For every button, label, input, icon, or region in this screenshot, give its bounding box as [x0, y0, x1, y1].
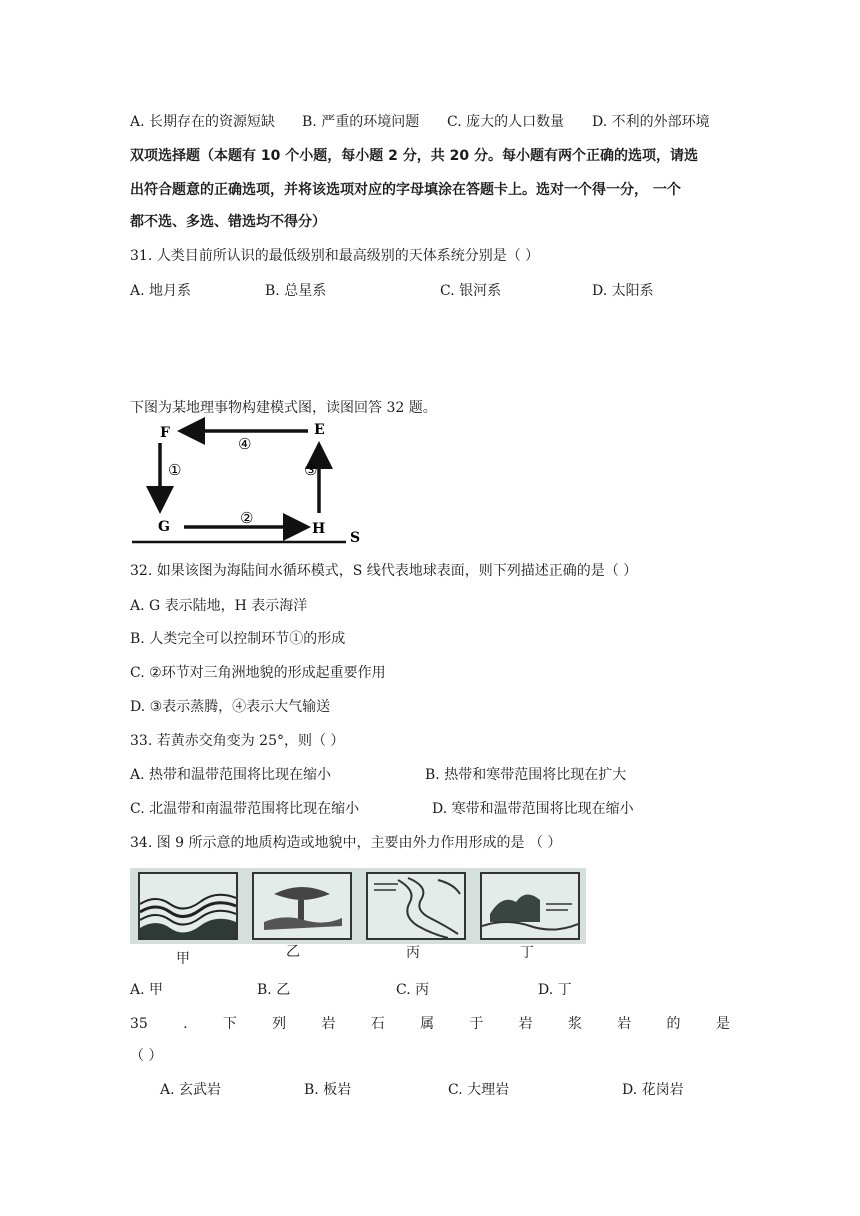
q34-option-b: B. 乙	[257, 982, 291, 998]
q34-option-d: D. 丁	[538, 982, 572, 998]
arrow-3-label: ③	[304, 461, 318, 479]
q34-option-a: A. 甲	[130, 982, 164, 998]
q32-option-c: C. ②环节对三角洲地貌的形成起重要作用	[130, 665, 386, 681]
panel-yi-mushroom-rock	[252, 872, 352, 940]
q31-option-d: D. 太阳系	[592, 283, 654, 299]
panel-bing-river-valley	[366, 872, 466, 940]
q33-option-c: C. 北温带和南温带范围将比现在缩小	[130, 801, 360, 817]
q35-option-d: D. 花岗岩	[622, 1082, 684, 1098]
q35-stem-char: 石	[370, 1016, 385, 1032]
cycle-diagram	[126, 415, 376, 550]
node-g: G	[158, 519, 170, 535]
panel-ding-coastal-landform	[480, 872, 580, 940]
q32-option-a: A. G 表示陆地，H 表示海洋	[130, 598, 308, 614]
arrow-2-label: ②	[240, 509, 254, 527]
diagram-intro: 下图为某地理事物构建模式图，读图回答 32 题。	[130, 400, 437, 416]
node-e: E	[314, 422, 325, 438]
section-header-line-2: 出符合题意的正确选项，并将该选项对应的字母填涂在答题卡上。选对一个得一分， 一个	[130, 182, 681, 198]
q30-option-d: D. 不利的外部环境	[592, 114, 710, 130]
q32-option-d: D. ③表示蒸腾，④表示大气输送	[130, 699, 331, 715]
q35-option-a: A. 玄武岩	[160, 1082, 222, 1098]
q35-stem-char: 列	[272, 1016, 287, 1032]
q35-stem-char: 是	[715, 1016, 730, 1032]
q35-stem-char: 岩	[321, 1016, 336, 1032]
q35-answer-paren: （ ）	[130, 1048, 163, 1064]
q35-stem-char: 的	[666, 1016, 681, 1032]
figure-label-yi: 乙	[286, 944, 300, 960]
q31-option-a: A. 地月系	[130, 283, 192, 299]
landform-figure-strip	[130, 868, 586, 944]
line-label-s: S	[350, 530, 361, 546]
figure-label-bing: 丙	[406, 945, 420, 961]
q35-stem-char: 35	[130, 1016, 148, 1032]
q35-stem-char: 岩	[518, 1016, 533, 1032]
arrow-1-label: ①	[168, 461, 182, 479]
q34-stem: 34. 图 9 所示意的地质构造或地貌中，主要由外力作用形成的是 （ ）	[130, 835, 562, 851]
q33-stem: 33. 若黄赤交角变为 25°，则（ ）	[130, 733, 345, 749]
q35-option-c: C. 大理岩	[448, 1082, 510, 1098]
q32-option-b: B. 人类完全可以控制环节①的形成	[130, 631, 346, 647]
figure-label-ding: 丁	[520, 945, 534, 961]
q31-option-c: C. 银河系	[440, 283, 502, 299]
q35-stem	[130, 1014, 730, 1034]
q33-option-d: D. 寒带和温带范围将比现在缩小	[432, 801, 634, 817]
q30-option-a: A. 长期存在的资源短缺	[130, 114, 276, 130]
q32-stem: 32. 如果该图为海陆间水循环模式，S 线代表地球表面，则下列描述正确的是（ ）	[130, 563, 638, 579]
arrow-4-label: ④	[238, 435, 252, 453]
section-header-line-3: 都不选、多选、错选均不得分）	[130, 214, 326, 230]
q31-option-b: B. 总星系	[265, 283, 327, 299]
figure-label-jia: 甲	[176, 951, 190, 967]
q30-option-c: C. 庞大的人口数量	[447, 114, 565, 130]
q35-option-b: B. 板岩	[304, 1082, 352, 1098]
q30-option-b: B. 严重的环境问题	[302, 114, 420, 130]
q34-option-c: C. 丙	[396, 982, 430, 998]
q35-stem-char: 于	[469, 1016, 484, 1032]
q35-stem-char: .	[183, 1016, 188, 1032]
q33-option-b: B. 热带和寒带范围将比现在扩大	[425, 767, 627, 783]
q31-stem: 31. 人类目前所认识的最低级别和最高级别的天体系统分别是（ ）	[130, 248, 540, 264]
q35-stem-char: 岩	[617, 1016, 632, 1032]
panel-jia-folded-strata	[138, 872, 238, 940]
q35-stem-char: 下	[222, 1016, 237, 1032]
q33-option-a: A. 热带和温带范围将比现在缩小	[130, 767, 332, 783]
q35-stem-char: 属	[420, 1016, 435, 1032]
node-f: F	[160, 425, 170, 441]
q35-stem-char: 浆	[567, 1016, 582, 1032]
node-h: H	[312, 521, 326, 537]
section-header-line-1: 双项选择题（本题有 10 个小题，每小题 2 分，共 20 分。每小题有两个正确的选项，请选	[130, 148, 698, 164]
